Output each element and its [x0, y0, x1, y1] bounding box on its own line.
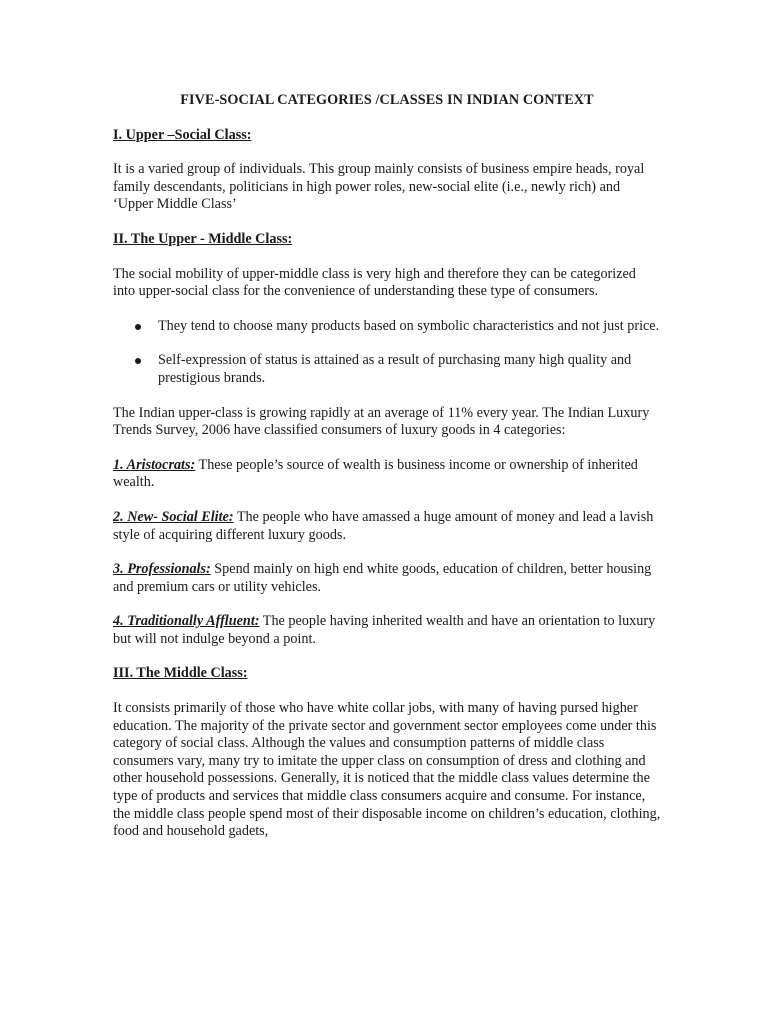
category-traditionally-affluent — [113, 613, 661, 648]
section-heading-middle-class: III. The Middle Class: — [113, 665, 248, 682]
section-heading-upper-class: I. Upper –Social Class: — [113, 126, 252, 143]
document-page — [113, 92, 661, 858]
section-heading-upper-middle-class: II. The Upper - Middle Class: — [113, 230, 293, 247]
bullet-icon — [135, 324, 141, 330]
paragraph-middle-class: It consists primarily of those who have white collar jobs, with many of having pursed higher education. The majority of the private sector and government sector employees come under this category of social class. Although the values and consumption patterns of middle class consumers vary, many try to imitate the upper class on consumption of dress and clothing and other household possessions. Generally, it is noticed that the middle class values determine the type of products and services that middle class consumers acquire and consume. For instance, the middle class people spend most of their disposable income on children’s education, clothing, food and household gadets, — [113, 700, 661, 840]
category-text: Spend mainly on high end white goods, education of children, better housing and premium cars or utility vehicles. — [113, 561, 652, 595]
list-item — [113, 352, 661, 387]
document-title: FIVE-SOCIAL CATEGORIES /CLASSES IN INDIAN CONTEXT — [180, 92, 594, 108]
category-aristocrats — [113, 457, 661, 492]
paragraph-upper-class: It is a varied group of individuals. This group mainly consists of business empire heads, royal family descendants, politicians in high power roles, new-social elite (i.e., newly rich) and ‘Upper Middle Class’ — [113, 161, 645, 213]
list-item-text: Self-expression of status is attained as a result of purchasing many high quality and prestigious brands. — [158, 352, 632, 386]
paragraph-growth: The Indian upper-class is growing rapidly at an average of 11% every year. The Indian Luxury Trends Survey, 2006 have classified consumers of luxury goods in 4 categories: — [113, 404, 650, 439]
bullet-list — [113, 318, 661, 388]
category-new-social-elite — [113, 509, 661, 544]
category-term: 1. Aristocrats: — [113, 456, 196, 473]
bullet-icon — [135, 358, 141, 364]
category-professionals — [113, 561, 661, 596]
paragraph-upper-middle-class: The social mobility of upper-middle class is very high and therefore they can be categorized into upper-social class for the convenience of understanding these type of consumers. — [113, 265, 636, 300]
category-term: 2. New- Social Elite: — [113, 508, 234, 525]
category-text: The people who have amassed a huge amount of money and lead a lavish style of acquiring different luxury goods. — [113, 508, 654, 543]
category-text: The people having inherited wealth and have an orientation to luxury but will not indulge beyond a point. — [113, 613, 656, 647]
list-item — [113, 318, 661, 336]
category-text: These people’s source of wealth is business income or ownership of inherited wealth. — [113, 456, 638, 491]
category-term: 3. Professionals: — [113, 561, 211, 578]
list-item-text: They tend to choose many products based on symbolic characteristics and not just price. — [158, 317, 660, 334]
category-term: 4. Traditionally Affluent: — [113, 613, 260, 630]
